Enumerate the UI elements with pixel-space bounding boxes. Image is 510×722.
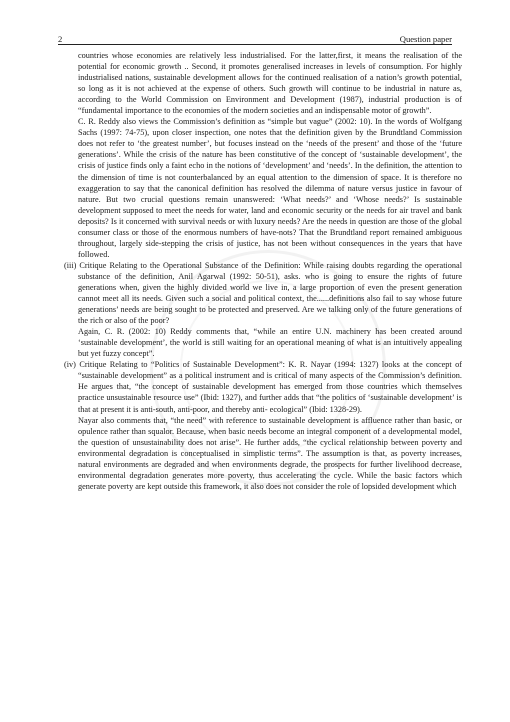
paragraph-2: C. R. Reddy also views the Commission’s definition as “simple but vague” (2002: 10). In the words of Wolfgang Sachs (1997: 74-75), upon closer inspection, one notes that the definition given by the Brundtland Commission does not refer to ‘the greatest number’, but focuses instead on the ‘needs of the present’ and those of the ‘future generations’. While the crisis of the nature has been constitutive of the concept of ‘sustainable development’, the crisis of justice finds only a faint echo in the notions of ‘development’ and ‘needs’. In the definition, the attention to the dimension of time is not counterbalanced by an equal attention to the dimension of space. It is therefore no exaggeration to say that the canonical definition has resolved the dilemma of nature versus justice in favour of nature. But two crucial questions remain unanswered: ‘What needs?’ and ‘Whose needs?’ Is sustainable development supposed to meet the needs for water, land and economic security or the needs for air travel and bank deposits? Is it concerned with survival needs or with luxury needs? Are the needs in question are those of the global consumer class or those of the enormous numbers of have-nots? That the Brundtland report remained ambiguous throughout, largely side-stepping the crisis of justice, has not been without consequences in the years that have followed. xyxy=(78,117,462,259)
paragraph-6: Nayar also comments that, “the need” with reference to sustainable development is affluence rather than basic, or opulence rather than squalor. Because, when basic needs become an integral component of a developmental model, the question of unsustainability does not arise”. He further adds, “the cyclical relationship between poverty and environmental degradation is conceptualised in simplistic terms”. The assumption is that, as poverty increases, natural environments are degraded and when environments degrade, the prospects for further livelihood decrease, environmental degradation generates more poverty, thus accelerating the cycle. While the basic factors which generate poverty are kept outside this framework, it also does not consider the role of lopsided development which xyxy=(78,415,462,491)
page-header xyxy=(58,30,452,44)
paragraph-5-critique-iv: (iv) Critique Relating to “Politics of Sustainable Development”: K. R. Nayar (1994: 1327) looks at the concept of “sustainable development” as a political instrument and is critical of many aspects of the Commission’s definition. He argues that, “the concept of sustainable development has emerged from those countries which themselves practice unsustainable resource use” (Ibid: 1327), and further adds that “the politics of ‘sustainable development’ is that at present it is anti-south, anti-poor, and thereby anti- ecological” (Ibid: 1328-29). xyxy=(64,360,462,414)
paragraph-1: countries whose economies are relatively less industrialised. For the latter,first, it means the realisation of the potential for economic growth .. Second, it promotes generalised increases in levels of consumption. For highly industrialised nations, sustainable development allows for the continued realisation of a nation’s growth potential, so long as it is not achieved at the expense of others. Such growth will continue to be industrial in nature as, according to the World Commission on Environment and Development (1987), industrial production is of “fundamental importance to the economies of the modern societies and an indispensable motor of growth”. xyxy=(78,51,462,116)
page-number: 2 xyxy=(58,34,63,44)
paragraph-4: Again, C. R. (2002: 10) Reddy comments that, “while an entire U.N. machinery has been created around ‘sustainable development’, the world is still waiting for an operational meaning of what is an intuitively appealing but yet fuzzy concept”. xyxy=(78,327,462,359)
header-title: Question paper xyxy=(399,34,452,44)
paragraph-3-critique-iii: (iii) Critique Relating to the Operational Substance of the Definition: While raising doubts regarding the operational substance of the definition, Anil Agarwal (1992: 50-51), asks. who is going to ensure the rights of future generations when, given the highly divided world we live in, a large proportion of even the present generation cannot meet all its needs. Given such a social and political context, the......definitions also fail to say whose future generations’ needs are being sought to be protected and preserved. Are we talking only of the future generations of the rich or also of the poor? xyxy=(64,260,462,326)
body-text xyxy=(64,50,462,492)
header-rule xyxy=(58,44,452,45)
